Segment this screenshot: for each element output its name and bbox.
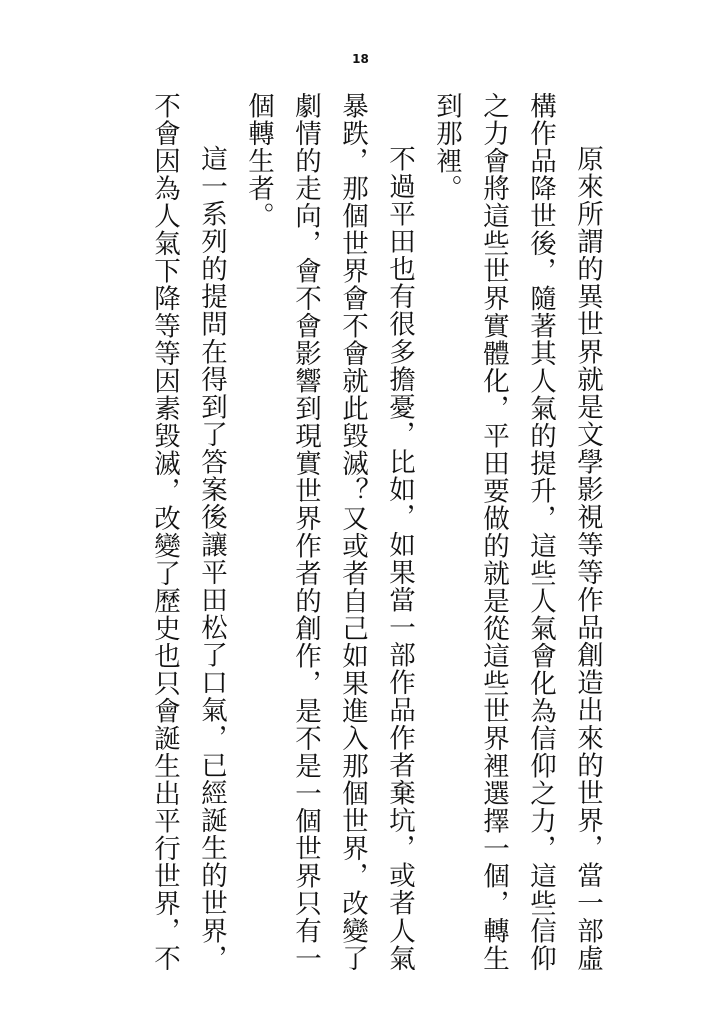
body-text: [141, 92, 611, 972]
page-number: 18: [352, 52, 369, 66]
paragraph-3: 這一系列的提問在得到了答案後讓平田松了口氣，已經誕生的世界，不會因為人氣下降等等因素毀滅，改變了歷史也只會誕生出平行世界，不: [149, 92, 227, 972]
paragraph-2: 不過平田也有很多擔憂，比如，如果當一部作品作者棄坑，或者人氣暴跌，那個世界會不會就此毀滅？又或者自己如果進入那個世界，改變了劇情的走向，會不會影響到現實世界作者的創作，是不是一個世界只有一個轉生者。: [243, 92, 415, 972]
paragraph-1: 原來所謂的異世界就是文學影視等等作品創造出來的世界，當一部虛構作品降世後，隨著其人氣的提升，這些人氣會化為信仰之力，這些信仰之力會將這些世界實體化，平田要做的就是從這些世界裡選擇一個，轉生到那裡。: [431, 92, 603, 972]
